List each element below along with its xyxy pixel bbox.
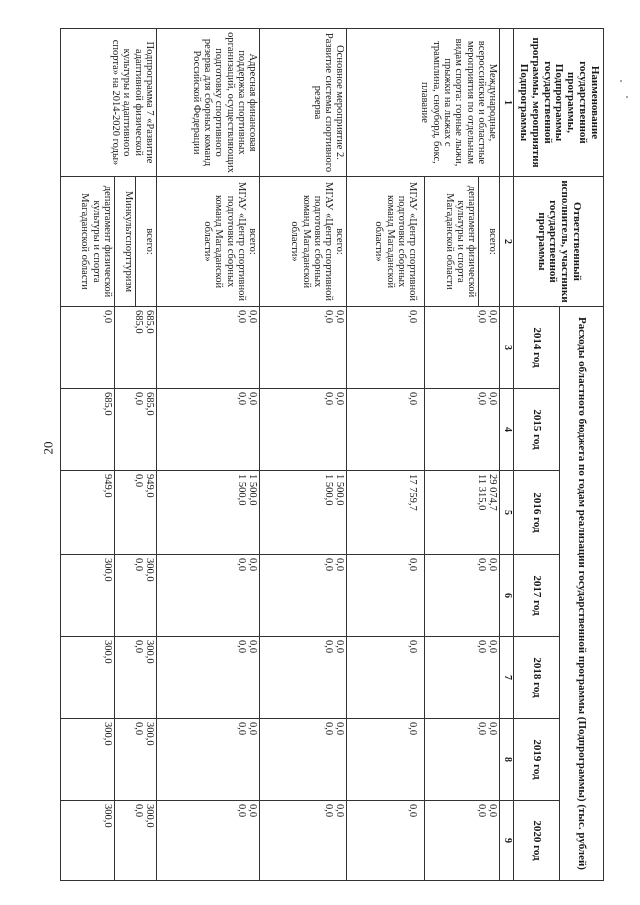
responsible-cell: всего: [479, 177, 500, 307]
header-year: 2019 год [514, 719, 560, 801]
value-cell: 0,0 [347, 719, 425, 801]
program-name: Основное мероприятие 2. Развитие системы спортивного резерва [260, 29, 347, 177]
value-cell: 300,0 0,0 [115, 555, 157, 637]
rotated-page-area [60, 28, 604, 880]
value-cell: 0,0 [61, 307, 115, 389]
value-cell: 0,0 0,0 [156, 389, 260, 471]
value-cell: 0,0 [347, 389, 425, 471]
value-cell: 0,0 [347, 637, 425, 719]
table-row [479, 29, 500, 881]
header-year: 2016 год [514, 471, 560, 555]
responsible-cell: Минкультспорттуризм [115, 177, 136, 307]
budget-table [60, 28, 604, 881]
value-cell: 949,0 [61, 471, 115, 555]
scan-speck [626, 96, 628, 98]
value-cell: 0,0 0,0 [425, 389, 500, 471]
value-cell: 0,0 [347, 801, 425, 881]
responsible-cell: МГАУ «Центр спортивной подготовки сборных команд Магаданской области» [347, 177, 425, 307]
value-cell: 0,0 0,0 [260, 307, 347, 389]
column-index: 3 [500, 307, 514, 389]
responsible-cell: всего: [135, 177, 156, 307]
column-index: 5 [500, 471, 514, 555]
scan-speck [620, 80, 622, 82]
responsible-cell: всего: МГАУ «Центр спортивной подготовки сборных команд Магаданской области» [156, 177, 260, 307]
table-row [135, 29, 156, 881]
header-year: 2014 год [514, 307, 560, 389]
value-cell: 0,0 0,0 [260, 389, 347, 471]
program-name: Подпрограмма 7 «Развитие адаптивной физической культуры и адаптивного спорта» на 2014-2020 годы» [61, 29, 157, 177]
header-year: 2018 год [514, 637, 560, 719]
value-cell: 0,0 0,0 [425, 555, 500, 637]
value-cell: 0,0 [347, 307, 425, 389]
rotated-content [60, 28, 604, 880]
value-cell: 685,0 [61, 389, 115, 471]
value-cell: 0,0 0,0 [425, 719, 500, 801]
column-index: 2 [500, 177, 514, 307]
value-cell: 685,0 0,0 [115, 389, 157, 471]
value-cell: 0,0 0,0 [260, 801, 347, 881]
value-cell: 300,0 [61, 719, 115, 801]
value-cell: 1 500,0 1 500,0 [260, 471, 347, 555]
value-cell: 0,0 0,0 [260, 555, 347, 637]
header-responsible: Ответственный исполнитель, участники государственной программы [514, 177, 604, 307]
column-index: 4 [500, 389, 514, 471]
value-cell: 1 500,0 1 500,0 [156, 471, 260, 555]
value-cell: 0,0 0,0 [425, 307, 500, 389]
responsible-cell: департамент физической культуры и спорта Магаданской области [61, 177, 115, 307]
column-index: 9 [500, 801, 514, 881]
header-year: 2020 год [514, 801, 560, 881]
value-cell: 0,0 0,0 [156, 637, 260, 719]
program-name: Международные, всероссийские и областные мероприятия по отдельным видам спорта: горные лыжи, прыжки на лыжах с трамплина, сноуборд, бокс, плавание [347, 29, 500, 177]
value-cell: 949,0 0,0 [115, 471, 157, 555]
value-cell: 300,0 0,0 [115, 801, 157, 881]
table-row [260, 29, 347, 881]
index-row [500, 29, 514, 881]
header-expenses: Расходы областного бюджета по годам реализации государственной программы (Подпрограммы) (тыс. рублей) [560, 307, 604, 881]
table-row [156, 29, 260, 881]
value-cell: 0,0 0,0 [260, 637, 347, 719]
value-cell: 17 759,7 [347, 471, 425, 555]
value-cell: 300,0 0,0 [115, 719, 157, 801]
value-cell: 0,0 0,0 [260, 719, 347, 801]
column-index: 7 [500, 637, 514, 719]
column-index: 1 [500, 29, 514, 177]
value-cell: 685,0 685,0 [115, 307, 157, 389]
value-cell: 0,0 0,0 [425, 637, 500, 719]
value-cell: 0,0 0,0 [156, 719, 260, 801]
value-cell: 0,0 0,0 [156, 555, 260, 637]
value-cell: 29 074,7 11 315,0 [425, 471, 500, 555]
value-cell: 300,0 [61, 637, 115, 719]
value-cell: 0,0 0,0 [156, 307, 260, 389]
header-year: 2017 год [514, 555, 560, 637]
value-cell: 0,0 [347, 555, 425, 637]
value-cell: 300,0 [61, 555, 115, 637]
program-name: Адресная финансовая поддержка спортивных организаций, осуществляющих подготовку спортивного резерва для сборных команд Российской Федерации [156, 29, 260, 177]
page-number: 20 [40, 441, 56, 455]
responsible-cell: департамент физической культуры и спорта Магаданской области [425, 177, 479, 307]
value-cell: 300,0 0,0 [115, 637, 157, 719]
header-year: 2015 год [514, 389, 560, 471]
value-cell: 0,0 0,0 [156, 801, 260, 881]
header-name: Наименование государственной программы, Подпрограммы государственной программы, мероприятия Подпрограммы [514, 29, 604, 177]
responsible-cell: всего: МГАУ «Центр спортивной подготовки сборных команд Магаданской области» [260, 177, 347, 307]
header-row-1 [560, 29, 604, 881]
value-cell: 300,0 [61, 801, 115, 881]
column-index: 6 [500, 555, 514, 637]
column-index: 8 [500, 719, 514, 801]
value-cell: 0,0 0,0 [425, 801, 500, 881]
